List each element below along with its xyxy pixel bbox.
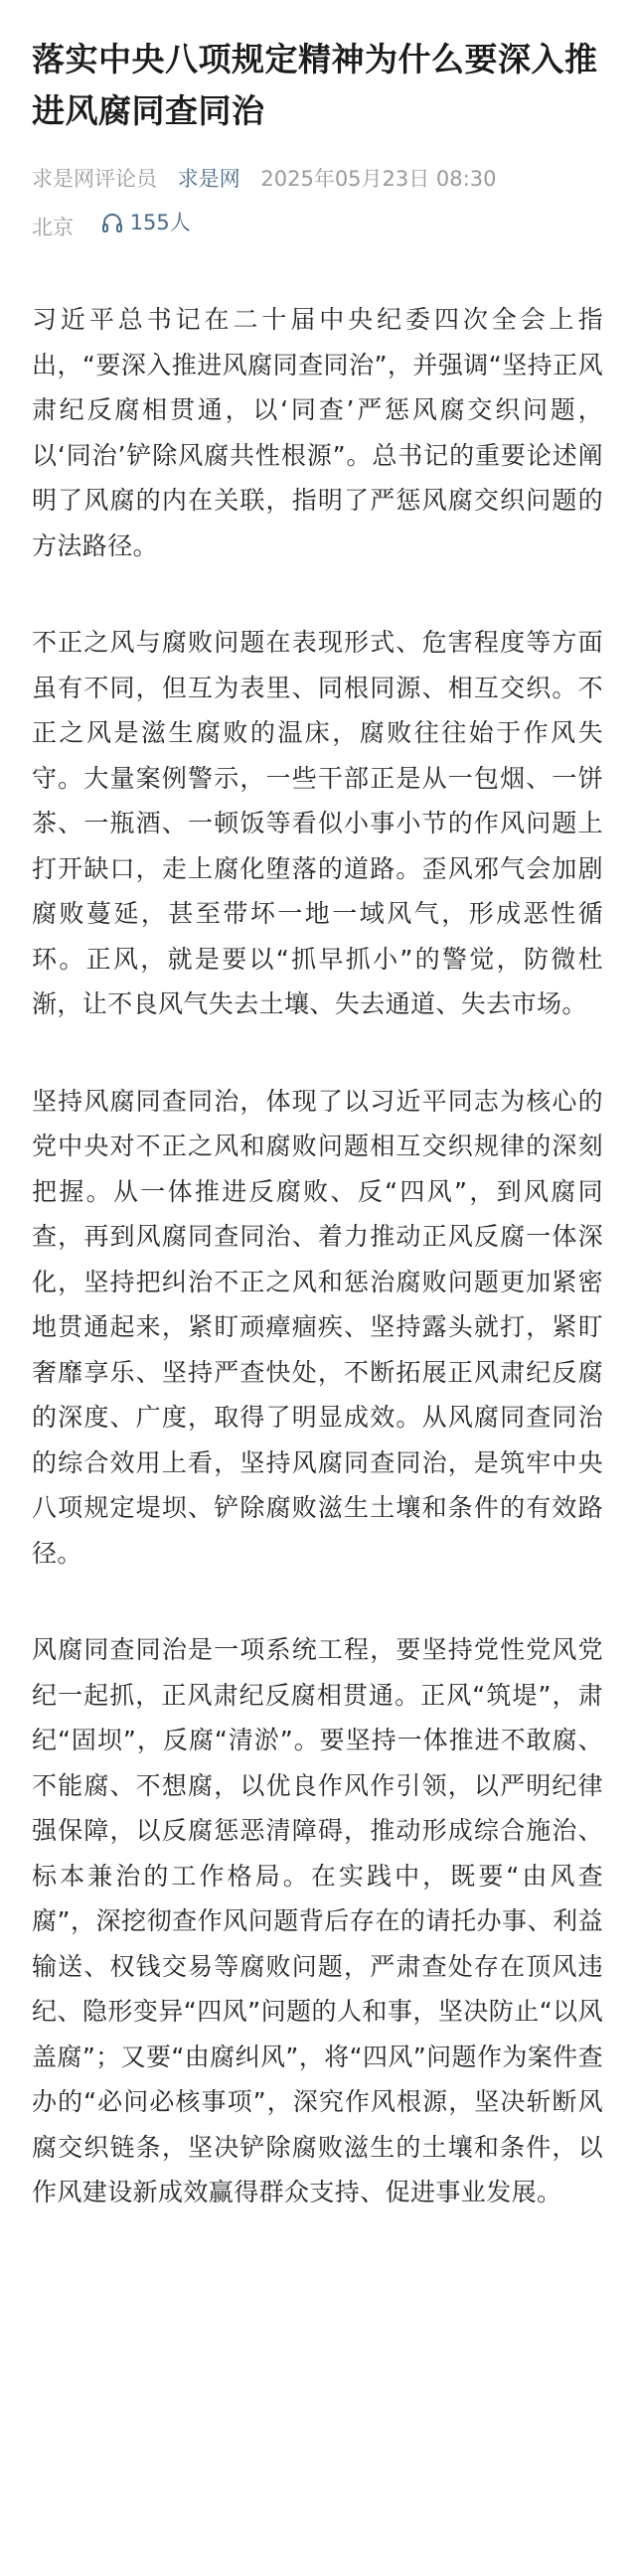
paragraph: 习近平总书记在二十届中央纪委四次全会上指出，“要深入推进风腐同查同治”，并强调“坚持正风肃纪反腐相贯通，以‘同查’严惩风腐交织问题，以‘同治’铲除风腐共性根源”。总书记的重要论述阐明了风腐的内在关联，指明了严惩风腐交织问题的方法路径。 [32, 305, 603, 560]
publish-datetime: 2025年05月23日 08:30 [260, 167, 497, 191]
meta-line-1 [32, 157, 603, 201]
paragraph: 坚持风腐同查同治，体现了以习近平同志为核心的党中央对不正之风和腐败问题相互交织规律的深刻把握。从一体推进反腐败、反“四风”，到风腐同查，再到风腐同查同治、着力推动正风反腐一体深化，坚持把纠治不正之风和惩治腐败问题更加紧密地贯通起来，紧盯顽瘴痼疾、坚持露头就打，紧盯奢靡享乐、坚持严查快处，不断拓展正风肃纪反腐的深度、广度，取得了明显成效。从风腐同查同治的综合效用上看，坚持风腐同查同治，是筑牢中央八项规定堤坝、铲除腐败滋生土壤和条件的有效路径。 [32, 1086, 603, 1568]
listen-button[interactable] [100, 201, 191, 244]
paragraph: 风腐同查同治是一项系统工程，要坚持党性党风党纪一起抓，正风肃纪反腐相贯通。正风“筑堤”，肃纪“固坝”，反腐“清淤”。要坚持一体推进不敢腐、不能腐、不想腐，以优良作风作引领，以严明纪律强保障，以反腐惩恶清障碍，推动形成综合施治、标本兼治的工作格局。在实践中，既要“由风查腐”，深挖彻查作风问题背后存在的请托办事、利益输送、权钱交易等腐败问题，严肃查处存在顶风违纪、隐形变异“四风”问题的人和事，坚决防止“以风盖腐”；又要“由腐纠风”，将“四风”问题作为案件查办的“必问必核事项”，深究作风根源，坚决斩断风腐交织链条，坚决铲除腐败滋生的土壤和条件，以作风建设新成效赢得群众支持、促进事业发展。 [32, 1635, 603, 2206]
article-title: 落实中央八项规定精神为什么要深入推进风腐同查同治 [32, 40, 598, 130]
author: 求是网评论员 [32, 167, 157, 191]
article-meta [32, 157, 603, 249]
meta-line-2 [32, 201, 603, 249]
paragraph: 不正之风与腐败问题在表现形式、危害程度等方面虽有不同，但互为表里、同根同源、相互交织。不正之风是滋生腐败的温床，腐败往往始于作风失守。大量案例警示，一些干部正是从一包烟、一饼茶、一瓶酒、一顿饭等看似小事小节的作风问题上打开缺口，走上腐化堕落的道路。歪风邪气会加剧腐败蔓延，甚至带坏一地一域风气，形成恶性循环。正风，就是要以“抓早抓小”的警觉，防微杜渐，让不良风气失去土壤、失去通道、失去市场。 [32, 628, 603, 1018]
location: 北京 [32, 216, 74, 239]
headphones-icon [100, 211, 124, 234]
listen-count: 155人 [129, 211, 191, 234]
article-body [32, 297, 603, 2215]
source-link[interactable]: 求是网 [177, 167, 240, 191]
